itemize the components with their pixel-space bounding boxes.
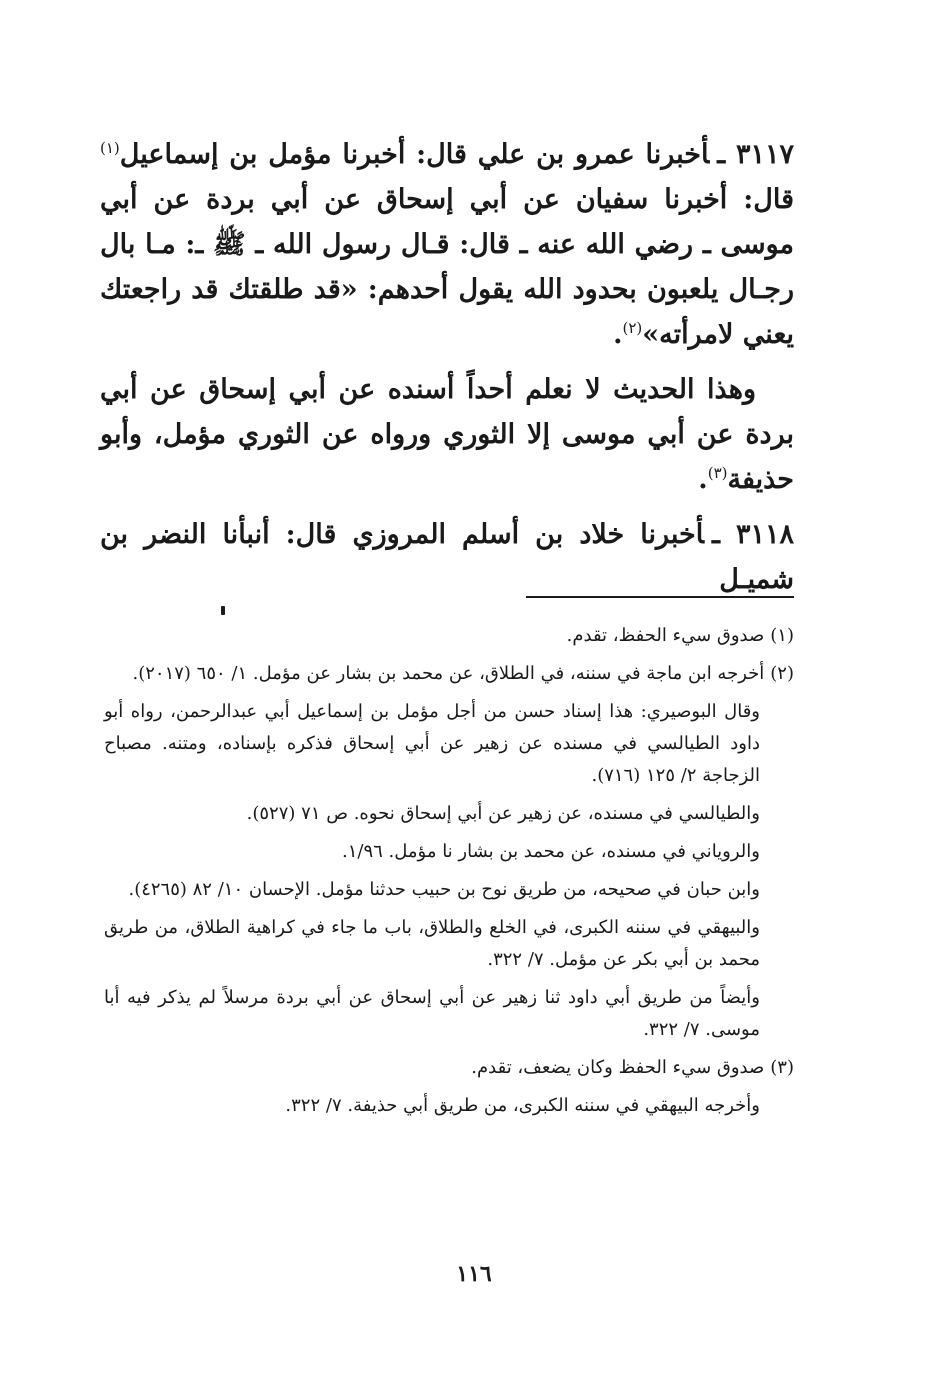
footnote-paragraph: والبيهقي في سننه الكبرى، في الخلع والطلاق، باب ما جاء في كراهية الطلاق، من طريق محمد بن أبي بكر عن مؤمل. ٧/ ٣٢٢. <box>104 917 760 970</box>
footnote-2 <box>104 658 794 690</box>
footnote-ref[interactable]: (٢) <box>622 319 643 337</box>
page-number: ١١٦ <box>456 1261 492 1287</box>
hadith-text: أخبرنا عمرو بن علي قال: أخبرنا مؤمل بن إسماعيل <box>119 139 710 170</box>
hadith-3117 <box>100 132 794 357</box>
footnotes <box>104 620 794 1128</box>
footnote-ref[interactable]: (٣) <box>707 464 728 482</box>
footnote-ref[interactable]: (١) <box>100 139 120 157</box>
commentary-text: وهذا الحديث لا نعلم أحداً أسنده عن أبي إسحاق عن أبي بردة عن أبي موسى إلا الثوري ورواه عن الثوري مؤمل، وأبو حذيفة <box>100 374 794 495</box>
hadith-text: . <box>613 319 623 350</box>
hadith-text: قال: أخبرنا سفيان عن أبي إسحاق عن أبي بردة عن أبي موسى ـ رضي الله عنه ـ قال: قـال رسول الله ـ ﷺ ـ: مـا بال رجـال يلعبون بحدود الله يقول أحدهم: «قد طلقتك قد راجعتك يعني لامرأته» <box>100 184 794 350</box>
footnote-number: (١) <box>770 625 794 646</box>
hadith-number: ٣١١٧ ـ <box>717 139 794 170</box>
footnote-number: (٢) <box>770 663 794 684</box>
commentary <box>100 367 794 502</box>
footnote-text: صدوق سيء الحفظ وكان يضعف، تقدم. <box>471 1057 765 1078</box>
main-text <box>100 132 794 602</box>
footnote-separator <box>526 596 794 598</box>
footnote-text: أخرجه ابن ماجة في سننه، في الطلاق، عن محمد بن بشار عن مؤمل. ١/ ٦٥٠ (٢٠١٧). <box>132 663 765 684</box>
footnote-paragraph: وقال البوصيري: هذا إسناد حسن من أجل مؤمل بن إسماعيل أبي عبدالرحمن، رواه أبو داود الطيالسي في مسنده عن زهير عن أبي إسحاق فذكره بإسناده، ومتنه. مصباح الزجاجة ٢/ ١٢٥ (٧١٦). <box>104 701 760 786</box>
footnote-paragraph: وأيضاً من طريق أبي داود ثنا زهير عن أبي إسحاق عن أبي بردة مرسلاً لم يذكر فيه أبا موسى. ٧/ ٣٢٢. <box>104 987 760 1040</box>
footnote-1 <box>104 620 794 652</box>
footnote-number: (٣) <box>770 1057 794 1078</box>
footnote-paragraph: والروياني في مسنده، عن محمد بن بشار نا مؤمل. ١/٩٦. <box>342 841 760 862</box>
scan-mark <box>221 606 225 615</box>
footnote-paragraph: والطيالسي في مسنده، عن زهير عن أبي إسحاق نحوه. ص ٧١ (٥٢٧). <box>246 803 760 824</box>
footnote-paragraph: وابن حبان في صحيحه، من طريق نوح بن حبيب حدثنا مؤمل. الإحسان ١٠/ ٨٢ (٤٢٦٥). <box>128 879 760 900</box>
footnote-text: صدوق سيء الحفظ، تقدم. <box>566 625 765 646</box>
footnote-paragraph: وأخرجه البيهقي في سننه الكبرى، من طريق أبي حذيفة. ٧/ ٣٢٢. <box>285 1095 760 1116</box>
hadith-3118 <box>100 512 794 602</box>
hadith-text: أخبرنا خلاد بن أسلم المروزي قال: أنبأنا النضر بن شميـل <box>100 519 794 595</box>
commentary-text: . <box>698 464 708 495</box>
hadith-number: ٣١١٨ ـ <box>711 519 794 550</box>
footnote-3 <box>104 1052 794 1084</box>
